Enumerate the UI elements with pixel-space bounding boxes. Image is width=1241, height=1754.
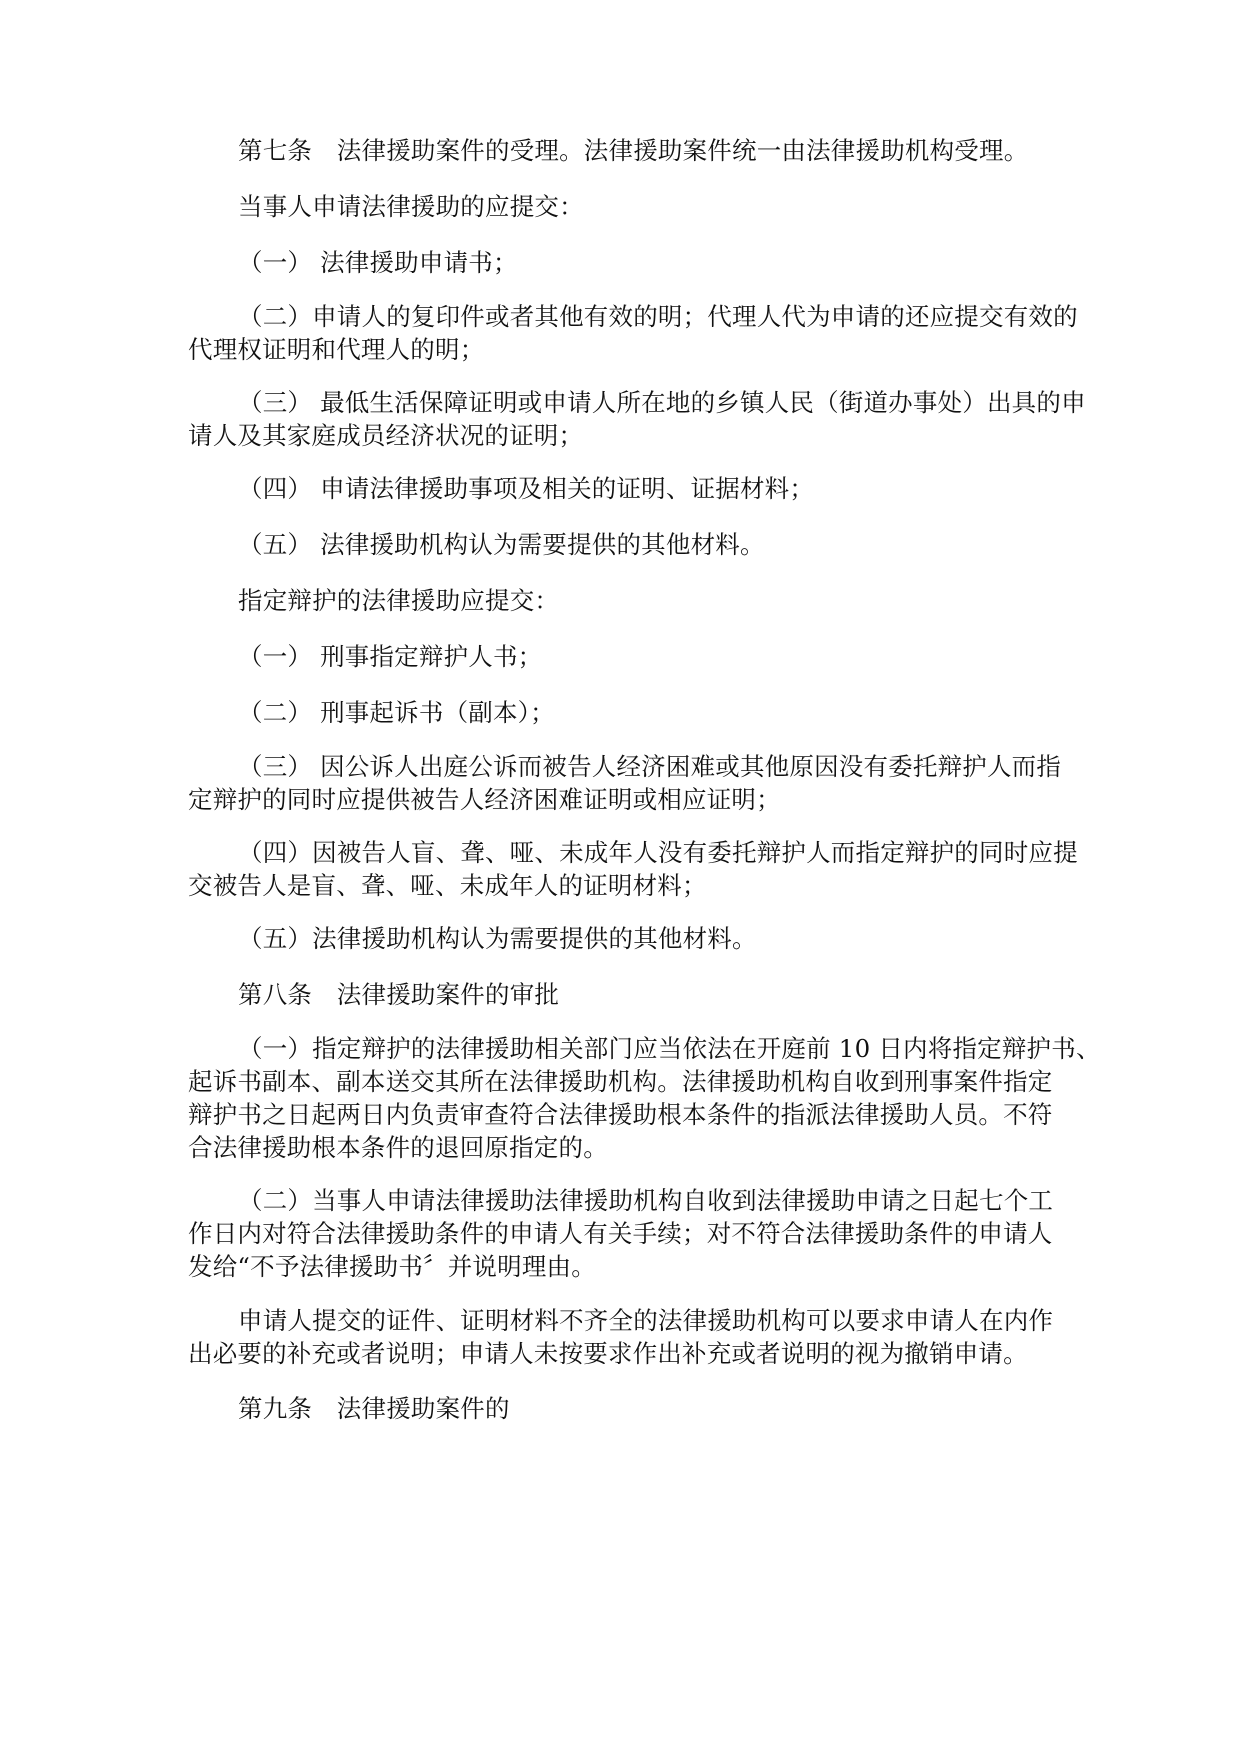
text-line: 第七条 法律援助案件的受理。法律援助案件统一由法律援助机构受理。 bbox=[238, 136, 1029, 165]
text-line: 发给“不予法律援助书〞并说明理由。 bbox=[188, 1252, 596, 1281]
text-line: 出必要的补充或者说明；申请人未按要求作出补充或者说明的视为撤销申请。 bbox=[188, 1339, 1028, 1368]
text-line: （五）法律援助机构认为需要提供的其他材料。 bbox=[238, 924, 757, 953]
text-line: （五） 法律援助机构认为需要提供的其他材料。 bbox=[238, 530, 765, 559]
text-line: 起诉书副本、副本送交其所在法律援助机构。法律援助机构自收到刑事案件指定 bbox=[188, 1067, 1053, 1096]
text-line: （四）因被告人盲、聋、哑、未成年人没有委托辩护人而指定辩护的同时应提 bbox=[238, 838, 1078, 867]
text-line: 第八条 法律援助案件的审批 bbox=[238, 980, 560, 1009]
text-line: （一） 刑事指定辩护人书； bbox=[238, 642, 543, 671]
text-line: 辩护书之日起两日内负责审查符合法律援助根本条件的指派法律援助人员。不符 bbox=[188, 1100, 1053, 1129]
text-line: 交被告人是盲、聋、哑、未成年人的证明材料； bbox=[188, 871, 707, 900]
text-line: 合法律援助根本条件的退回原指定的。 bbox=[188, 1133, 608, 1162]
text-line: （二） 刑事起诉书（副本）； bbox=[238, 698, 555, 727]
text-line: （二）申请人的复印件或者其他有效的明；代理人代为申请的还应提交有效的 bbox=[238, 302, 1078, 331]
text-line: （二）当事人申请法律援助法律援助机构自收到法律援助申请之日起七个工 bbox=[238, 1186, 1054, 1215]
text-line: （三） 因公诉人出庭公诉而被告人经济困难或其他原因没有委托辩护人而指 bbox=[238, 752, 1062, 781]
text-line: （三） 最低生活保障证明或申请人所在地的乡镇人民（街道办事处）出具的申 bbox=[238, 388, 1086, 417]
text-line: 指定辩护的法律援助应提交： bbox=[238, 586, 560, 615]
text-line: （一） 法律援助申请书； bbox=[238, 248, 518, 277]
text-line: 第九条 法律援助案件的 bbox=[238, 1394, 510, 1423]
text-line: 当事人申请法律援助的应提交： bbox=[238, 192, 584, 221]
text-line: （一）指定辩护的法律援助相关部门应当依法在开庭前 10 日内将指定辩护书、 bbox=[238, 1034, 1101, 1063]
text-line: 申请人提交的证件、证明材料不齐全的法律援助机构可以要求申请人在内作 bbox=[238, 1306, 1054, 1335]
text-line: 定辩护的同时应提供被告人经济困难证明或相应证明； bbox=[188, 785, 781, 814]
text-line: （四） 申请法律援助事项及相关的证明、证据材料； bbox=[238, 474, 815, 503]
text-line: 作日内对符合法律援助条件的申请人有关手续；对不符合法律援助条件的申请人 bbox=[188, 1219, 1053, 1248]
text-line: 代理权证明和代理人的明； bbox=[188, 335, 485, 364]
text-line: 请人及其家庭成员经济状况的证明； bbox=[188, 421, 584, 450]
